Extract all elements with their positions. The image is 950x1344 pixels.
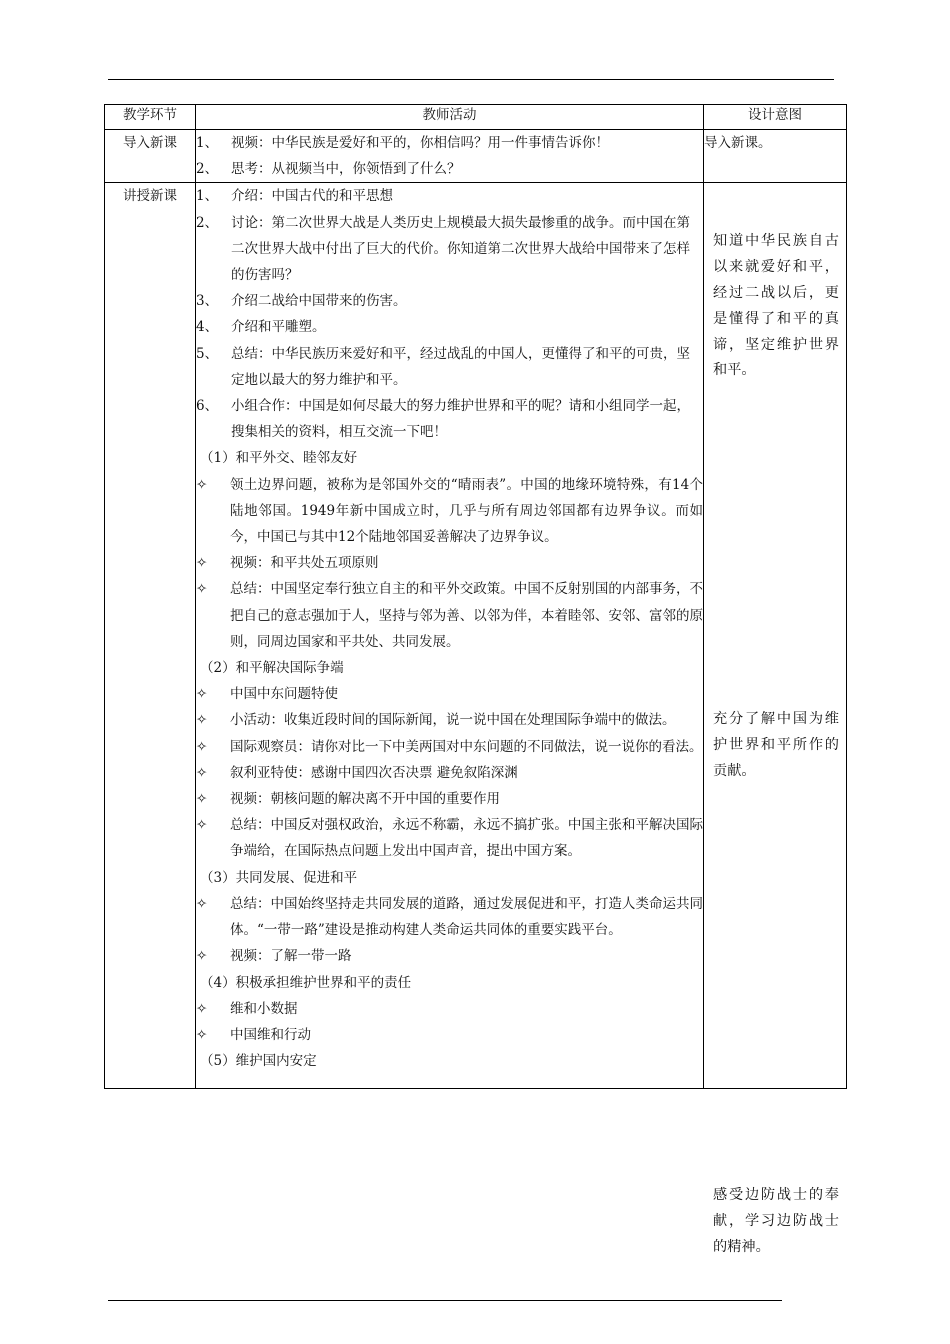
list-item: 2、 思考：从视频当中，你领悟到了什么？	[196, 161, 461, 178]
diamond-bullet-icon: ✧	[196, 476, 208, 493]
activities-teach	[196, 183, 704, 1089]
diamond-bullet-icon: ✧	[196, 764, 208, 781]
list-item: 3、 介绍二战给中国带来的伤害。	[196, 293, 407, 310]
intent-border-guards: 感受边防战士的奉献，学习边防战士的精神。	[713, 1187, 839, 1255]
bullet-item: ✧ 维和小数据	[196, 996, 703, 1022]
stage-teach: 讲授新课	[105, 183, 196, 1089]
bullet-item: ✧ 叙利亚特使：感谢中国四次否决票 避免叙陷深渊	[196, 760, 703, 786]
section-title: （1）和平外交、睦邻友好	[200, 450, 358, 467]
bullet-item: ✧ 中国中东问题特使	[196, 681, 703, 707]
bullet-item: ✧ 总结：中国始终坚持走共同发展的道路，通过发展促进和平，打造人类命运共同体。“一带一路”建设是推动构建人类命运共同体的重要实践平台。	[196, 891, 703, 943]
diamond-bullet-icon: ✧	[196, 581, 208, 598]
diamond-bullet-icon: ✧	[196, 712, 208, 729]
list-item: 1、 视频：中华民族是爱好和平的，你相信吗？用一件事情告诉你！	[196, 135, 609, 151]
diamond-bullet-icon: ✧	[196, 791, 208, 808]
list-item: 6、 小组合作：中国是如何尽最大的努力维护世界和平的呢？请和小组同学一起，搜集相关的资料，相互交流一下吧！	[196, 398, 690, 441]
intent-teach	[704, 183, 847, 1255]
section-title: （3）共同发展、促进和平	[200, 869, 358, 886]
diamond-bullet-icon: ✧	[196, 895, 208, 912]
table-header-row	[105, 105, 847, 130]
diamond-bullet-icon: ✧	[196, 686, 208, 703]
list-item: 4、 介绍和平雕塑。	[196, 319, 326, 336]
diamond-bullet-icon: ✧	[196, 738, 208, 755]
bullet-item: ✧ 总结：中国反对强权政治，永远不称霸，永远不搞扩张。中国主张和平解决国际争端给，在国际热点问题上发出中国声音，提出中国方案。	[196, 812, 703, 864]
bullet-item: ✧ 总结：中国坚定奉行独立自主的和平外交政策。中国不反射别国的内部事务，不把自己的意志强加于人，坚持与邻为善、以邻为伴，本着睦邻、安邻、富邻的原则，同周边国家和平共处、共同发展。	[196, 576, 703, 655]
header-stage: 教学环节	[105, 105, 196, 130]
table-row-intro	[105, 130, 847, 183]
bullet-item: ✧ 视频：朝核问题的解决离不开中国的重要作用	[196, 786, 703, 812]
section-title: （4）积极承担维护世界和平的责任	[200, 974, 412, 991]
section-title: （2）和平解决国际争端	[200, 660, 344, 677]
diamond-bullet-icon: ✧	[196, 817, 208, 834]
header-activity: 教师活动	[196, 105, 704, 130]
diamond-bullet-icon: ✧	[196, 555, 208, 572]
lesson-plan-table	[104, 104, 847, 1255]
footer-rule	[108, 1300, 782, 1301]
bullet-item: ✧ 视频：和平共处五项原则	[196, 550, 703, 576]
list-item: 1、 介绍：中国古代的和平思想	[196, 188, 393, 205]
table-row-teach	[105, 183, 847, 1089]
bullet-item: ✧ 国际观察员：请你对比一下中美两国对中东问题的不同做法，说一说你的看法。	[196, 734, 703, 760]
header-rule	[108, 79, 834, 80]
section-title: （5）维护国内安定	[200, 1053, 317, 1070]
list-item: 2、 讨论：第二次世界大战是人类历史上规模最大损失最惨重的战争。而中国在第二次世界大战中付出了巨大的代价。你知道第二次世界大战给中国带来了怎样的伤害吗？	[196, 214, 690, 284]
diamond-bullet-icon: ✧	[196, 948, 208, 965]
activities-intro	[196, 130, 704, 183]
diamond-bullet-icon: ✧	[196, 1026, 208, 1043]
bullet-item: ✧ 视频：了解一带一路	[196, 943, 703, 969]
intent-contribution: 充分了解中国为维护世界和平所作的贡献。	[713, 711, 839, 779]
header-intent: 设计意图	[704, 105, 847, 130]
diamond-bullet-icon: ✧	[196, 1000, 208, 1017]
list-item: 5、 总结：中华民族历来爱好和平，经过战乱的中国人，更懂得了和平的可贵，坚定地以最大的努力维护和平。	[196, 345, 690, 388]
stage-intro: 导入新课	[105, 130, 196, 183]
bullet-item: ✧ 小活动：收集近段时间的国际新闻，说一说中国在处理国际争端中的做法。	[196, 707, 703, 733]
intent-peace-history: 知道中华民族自古以来就爱好和平，经过二战以后，更是懂得了和平的真谛，坚定维护世界和平。	[713, 233, 839, 379]
bullet-item: ✧ 领土边界问题，被称为是邻国外交的“晴雨表”。中国的地缘环境特殊，有14个陆地邻国。1949年新中国成立时，几乎与所有周边邻国都有边界争议。而如今，中国已与其中12个陆地邻国妥善解决了边界争议。	[196, 472, 703, 551]
bullet-item: ✧ 中国维和行动	[196, 1022, 703, 1048]
intent-intro: 导入新课。	[704, 130, 847, 183]
